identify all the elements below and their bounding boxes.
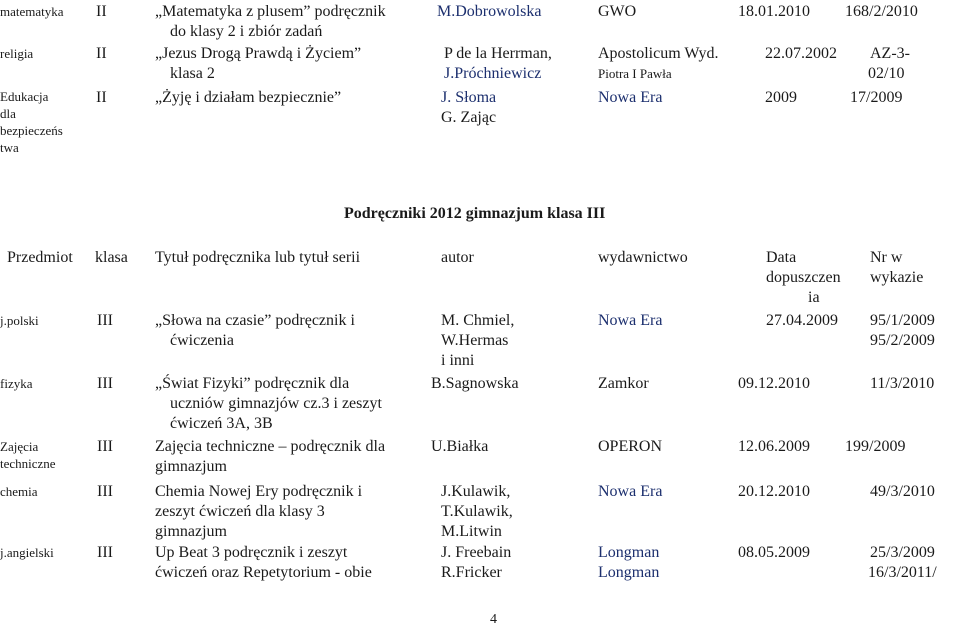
- publisher-cell: Nowa Era: [598, 483, 663, 500]
- date-cell: 22.07.2002: [765, 45, 837, 62]
- date-cell: 08.05.2009: [738, 544, 810, 561]
- date-cell: 18.01.2010: [738, 3, 810, 20]
- title-cell: zeszyt ćwiczeń dla klasy 3: [155, 503, 325, 520]
- publisher-cell: OPERON: [598, 438, 663, 455]
- publisher-cell: GWO: [598, 3, 637, 20]
- date-cell: 09.12.2010: [738, 375, 810, 392]
- date-cell: 2009: [765, 89, 797, 106]
- number-cell: 199/2009: [845, 438, 906, 455]
- subject-cell: fizyka: [0, 376, 33, 391]
- publisher-cell: Zamkor: [598, 375, 649, 392]
- header-number: wykazie: [870, 269, 924, 286]
- title-cell: Chemia Nowej Ery podręcznik i: [155, 483, 363, 500]
- number-cell: 49/3/2010: [870, 483, 935, 500]
- title-cell: uczniów gimnazjów cz.3 i zeszyt: [170, 395, 382, 412]
- header-subject: Przedmiot: [7, 249, 73, 266]
- number-cell: 02/10: [868, 65, 905, 82]
- class-cell: II: [96, 89, 107, 106]
- header-title: Tytuł podręcznika lub tytuł serii: [155, 249, 361, 266]
- title-cell: „Świat Fizyki” podręcznik dla: [155, 375, 350, 392]
- header-author: autor: [441, 249, 474, 266]
- class-cell: III: [97, 544, 113, 561]
- number-cell: 25/3/2009: [870, 544, 935, 561]
- date-cell: 27.04.2009: [766, 312, 838, 329]
- header-publisher: wydawnictwo: [598, 249, 688, 266]
- publisher-cell: Nowa Era: [598, 312, 663, 329]
- class-cell: III: [97, 375, 113, 392]
- title-cell: Zajęcia techniczne – podręcznik dla: [155, 438, 386, 455]
- class-cell: III: [97, 312, 113, 329]
- title-cell: do klasy 2 i zbiór zadań: [170, 23, 323, 40]
- header-number: Nr w: [870, 249, 903, 266]
- subject-cell: chemia: [0, 484, 38, 499]
- number-cell: 17/2009: [850, 89, 903, 106]
- number-cell: 16/3/2011/: [868, 564, 937, 581]
- author-cell: U.Białka: [431, 438, 489, 455]
- number-cell: 168/2/2010: [845, 3, 918, 20]
- subject-cell: Edukacja: [0, 89, 49, 104]
- title-cell: gimnazjum: [155, 523, 227, 540]
- section-title: Podręczniki 2012 gimnazjum klasa III: [344, 205, 606, 222]
- subject-cell: j.polski: [0, 313, 39, 328]
- publisher-cell: Nowa Era: [598, 89, 663, 106]
- subject-cell: religia: [0, 46, 34, 61]
- author-cell: T.Kulawik,: [441, 503, 513, 520]
- author-cell: M.Dobrowolska: [437, 3, 542, 20]
- publisher-cell: Piotra I Pawła: [598, 66, 672, 81]
- title-cell: klasa 2: [170, 65, 215, 82]
- subject-cell: matematyka: [0, 4, 64, 19]
- title-cell: „Jezus Drogą Prawdą i Życiem”: [155, 45, 362, 62]
- author-cell: J. Słoma: [441, 89, 497, 106]
- publisher-cell: Longman: [598, 564, 660, 581]
- number-cell: 95/1/2009: [870, 312, 935, 329]
- class-cell: III: [97, 438, 113, 455]
- publisher-cell: Apostolicum Wyd.: [598, 45, 719, 62]
- title-cell: gimnazjum: [155, 458, 227, 475]
- author-cell: B.Sagnowska: [431, 375, 519, 392]
- author-cell: J. Freebain: [441, 544, 512, 561]
- header-date: ia: [808, 289, 820, 306]
- author-cell: J.Próchniewicz: [444, 65, 542, 82]
- header-class: klasa: [95, 249, 128, 266]
- title-cell: „Matematyka z plusem” podręcznik: [155, 3, 386, 20]
- author-cell: R.Fricker: [441, 564, 502, 581]
- author-cell: i inni: [441, 352, 475, 369]
- publisher-cell: Longman: [598, 544, 660, 561]
- subject-cell: Zajęcia: [0, 439, 39, 454]
- class-cell: III: [97, 483, 113, 500]
- class-cell: II: [96, 3, 107, 20]
- class-cell: II: [96, 45, 107, 62]
- header-date: Data: [766, 249, 797, 266]
- subject-cell: j.angielski: [0, 545, 54, 560]
- title-cell: ćwiczeń 3A, 3B: [170, 415, 273, 432]
- title-cell: „Żyję i działam bezpiecznie”: [155, 89, 342, 106]
- subject-cell: twa: [0, 140, 19, 155]
- author-cell: G. Zając: [441, 109, 497, 126]
- title-cell: ćwiczenia: [170, 332, 234, 349]
- date-cell: 20.12.2010: [738, 483, 810, 500]
- number-cell: AZ-3-: [870, 45, 910, 62]
- subject-cell: bezpieczeńs: [0, 123, 63, 138]
- subject-cell: dla: [0, 106, 16, 121]
- title-cell: „Słowa na czasie” podręcznik i: [155, 312, 355, 329]
- author-cell: M. Chmiel,: [441, 312, 515, 329]
- date-cell: 12.06.2009: [738, 438, 810, 455]
- author-cell: J.Kulawik,: [441, 483, 511, 500]
- page-number: 4: [490, 612, 497, 627]
- subject-cell: techniczne: [0, 456, 56, 471]
- number-cell: 95/2/2009: [870, 332, 935, 349]
- author-cell: M.Litwin: [441, 523, 502, 540]
- title-cell: ćwiczeń oraz Repetytorium - obie: [155, 564, 372, 581]
- header-date: dopuszczen: [766, 269, 841, 286]
- number-cell: 11/3/2010: [870, 375, 935, 392]
- author-cell: W.Hermas: [441, 332, 509, 349]
- author-cell: P de la Herrman,: [444, 45, 552, 62]
- title-cell: Up Beat 3 podręcznik i zeszyt: [155, 544, 348, 561]
